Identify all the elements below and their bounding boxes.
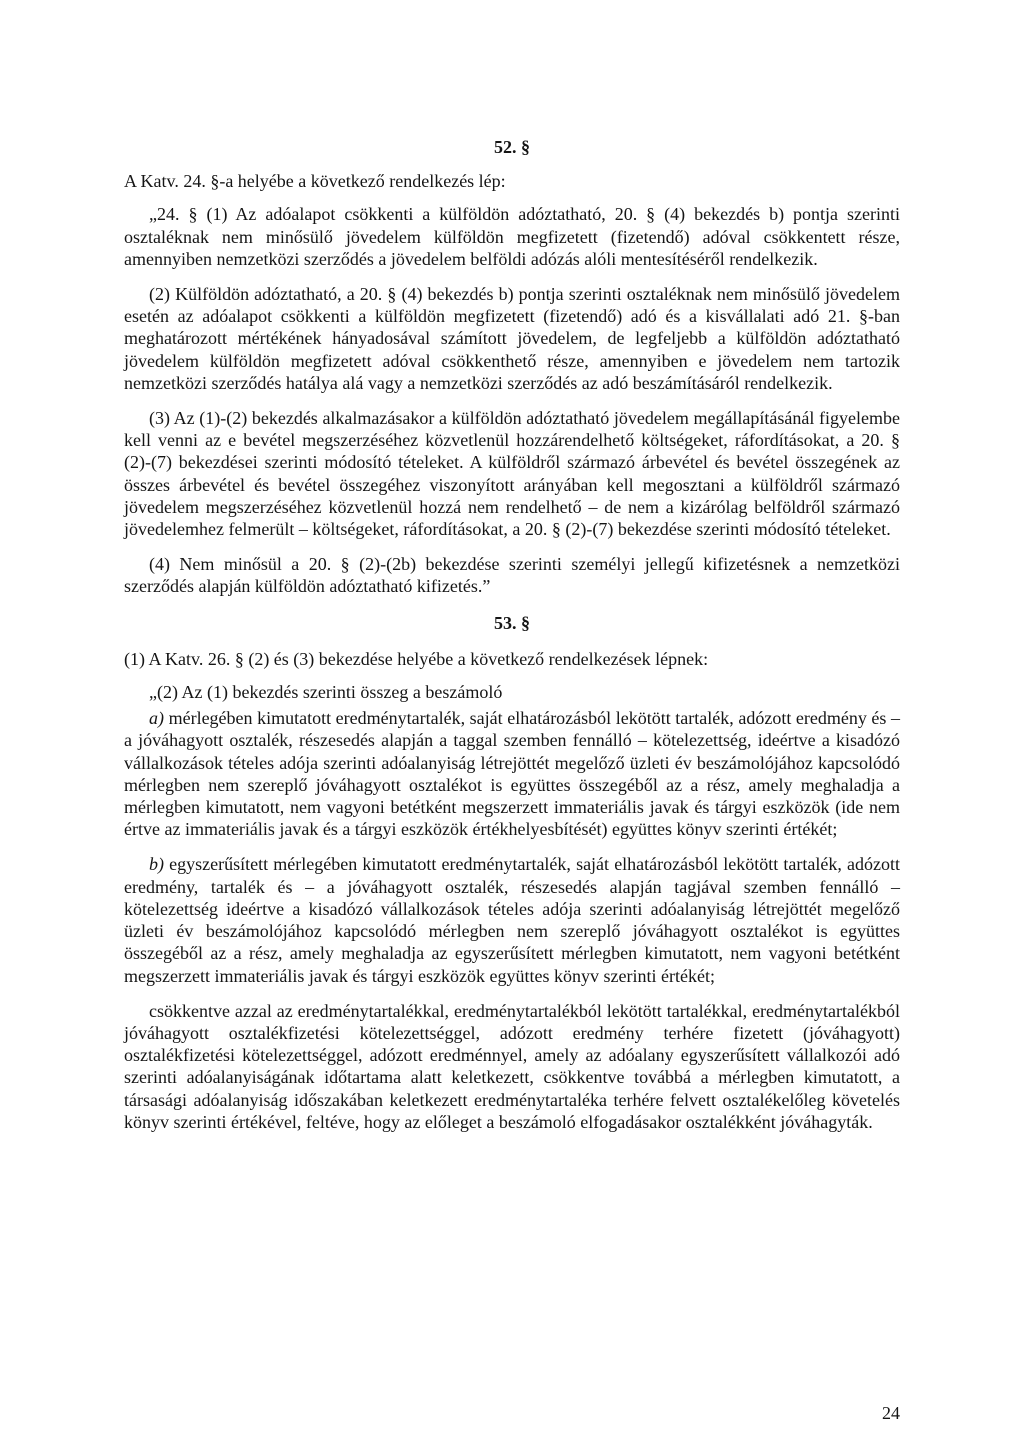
item-b-marker: b) (149, 854, 164, 875)
paragraph-24-3: (3) Az (1)-(2) bekezdés alkalmazásakor a külföldön adóztatható jövedelem megállapításánál figyelembe kell venni az e bevétel megszerzéséhez közvetlenül hozzárendelhető költségeket, ráfordításokat, a 20. § (2)-(7) bekezdései szerinti módosító tételeket. A külföldről származó árbevétel és bevétel összegének az összes árbevétel és bevétel összegéhez viszonyított arányában kell megosztani a külföldről származó jövedelem megszerzéséhez közvetlenül hozzá nem rendelhető – de nem a kizárólag belföldről származó jövedelemhez felmerült – költségeket, ráfordításokat, a 20. § (2)-(7) bekezdése szerinti módosító tételeket. (124, 408, 900, 540)
item-a (124, 707, 900, 840)
paragraph-24-1: „24. § (1) Az adóalapot csökkenti a külföldön adóztatható, 20. § (4) bekezdés b) pontja szerinti osztaléknak nem minősülő jövedelem külföldön megfizetett (fizetendő) adóval csökkentett része, amennyiben nemzetközi szerződés a jövedelem belföldi adózás alóli mentesítéséről rendelkezik. (124, 204, 900, 269)
item-b-text: egyszerűsített mérlegében kimutatott eredménytartalék, saját elhatározásból lekötött tartalék, adózott eredmény, tartalék és – a jóváhagyott osztalék, részesedés alapján tagjával szemben fennálló – kötelezettség ideértve a kisadózó vállalkozások tételes adója szerinti adóalanyiság létrejöttét megelőző üzleti év beszámolójához kapcsolódó mérlegben nem szereplő jóváhagyott osztalékot is együttes összegéből az a rész, amely meghaladja az egyszerűsített mérlegben kimutatott, nem vagyoni betétként megszerzett immateriális javak és tárgyi eszközök együttes könyv szerinti értékét; (124, 854, 901, 986)
quote-intro: „(2) Az (1) bekezdés szerinti összeg a beszámoló (149, 682, 503, 703)
item-b (124, 853, 900, 986)
section-heading: 53. § (494, 612, 530, 633)
section-intro: (1) A Katv. 26. § (2) és (3) bekezdése helyébe a következő rendelkezések lépnek: (124, 648, 709, 669)
paragraph-24-4: (4) Nem minősül a 20. § (2)-(2b) bekezdése szerinti személyi jellegű kifizetésnek a nemzetközi szerződés alapján külföldön adóztatható kifizetés.” (124, 554, 900, 597)
section-intro: A Katv. 24. §-a helyébe a következő rendelkezés lép: (124, 171, 506, 192)
paragraph-24-2: (2) Külföldön adóztatható, a 20. § (4) bekezdés b) pontja szerinti osztaléknak nem minősülő jövedelem esetén az adóalapot csökkenti a külföldön megfizetett (fizetendő) adó és a kisvállalati adó 21. §-ban meghatározott mértékének hányadosával számított jövedelem, de legfeljebb a külföldön adóztatható jövedelem külföldön megfizetett adóval csökkenthető része, amennyiben e jövedelem nem tartozik nemzetközi szerződés hatálya alá vagy a nemzetközi szerződés az adó beszámításáról rendelkezik. (124, 284, 900, 393)
item-a-marker: a) (149, 708, 164, 729)
document-body (124, 136, 900, 1146)
page-number: 24 (882, 1403, 900, 1423)
closing-paragraph: csökkentve azzal az eredménytartalékkal, eredménytartalékból lekötött tartalékkal, eredménytartalékból jóváhagyott osztalékfizetési kötelezettséggel, adózott eredmény terhére fizetett (jóváhagyott) osztalékfizetési kötelezettséggel, adózott eredménnyel, amely az adóalany egyszerűsített vállalkozói adó szerinti adóalanyiságának időtartama alatt keletkezett, csökkentve továbbá a mérlegben kimutatott, a társasági adóalanyiság időszakában keletkezett eredménytartaléka terhére felvett osztalékelőleg követelés könyv szerinti értékével, feltéve, hogy az előleget a beszámoló elfogadásakor osztalékként jóváhagyták. (124, 1000, 900, 1132)
item-a-text: mérlegében kimutatott eredménytartalék, saját elhatározásból lekötött tartalék, adózott eredmény és – a jóváhagyott osztalék, részesedés alapján a taggal szemben fennálló – kötelezettség, ideértve a kisadózó vállalkozások tételes adója szerinti adóalanyiság létrejöttét megelőző üzleti év beszámolójához kapcsolódó mérlegben nem szereplő jóváhagyott osztalékot is együttes összegéből az a rész, amely meghaladja a mérlegben kimutatott, nem vagyoni betétként megszerzett immateriális javak és tárgyi eszközök (ide nem értve az immateriális javak és a tárgyi eszközök értékhelyesbítését) együttes könyv szerinti értékét; (124, 708, 900, 840)
section-heading: 52. § (494, 137, 530, 157)
